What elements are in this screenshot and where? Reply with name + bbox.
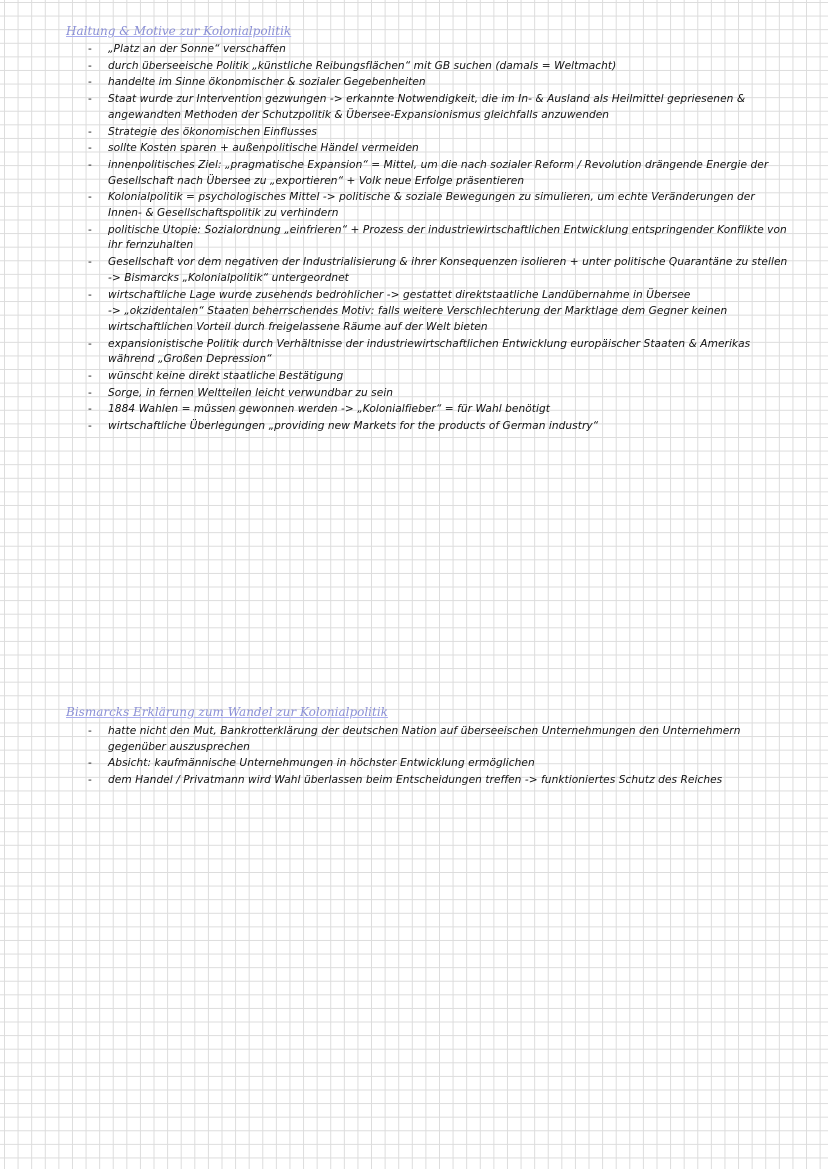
list-item-text: sollte Kosten sparen + außenpolitische Händel vermeiden bbox=[108, 142, 419, 155]
list-item bbox=[88, 773, 788, 789]
dash-bullet: - bbox=[88, 774, 92, 787]
section-heading-bismarck: Bismarcks Erklärung zum Wandel zur Kolonialpolitik bbox=[66, 705, 388, 719]
list-item bbox=[88, 223, 788, 254]
list-item bbox=[88, 419, 788, 435]
list-item bbox=[88, 42, 788, 58]
list-item bbox=[88, 337, 788, 368]
list-item-text: -> „okzidentalen“ Staaten beherrschendes Motiv: falls weitere Verschlechterung der Marktlage dem Gegner keinen wirtschaftlichen Vorteil durch freigelassene Räume auf der Welt bieten bbox=[108, 305, 728, 333]
dash-bullet: - bbox=[88, 725, 92, 737]
list-item-text: expansionistische Politik durch Verhältnisse der industriewirtschaftlichen Entwicklung europäischer Staaten & Amerikas während „Großen Depression“ bbox=[108, 337, 751, 366]
dash-bullet: - bbox=[88, 403, 92, 416]
list-item bbox=[88, 756, 788, 772]
list-item-text: dem Handel / Privatmann wird Wahl überlassen beim Entscheidungen treffen -> funktioniertes Schutz des Reiches bbox=[108, 774, 723, 787]
dash-bullet: - bbox=[88, 386, 92, 399]
list-item bbox=[88, 141, 788, 157]
list-item-text: Gesellschaft vor dem negativen der Industrialisierung & ihrer Konsequenzen isolieren + unter politische Quarantäne zu stellen -> Bismarcks „Kolonialpolitik“ untergeordnet bbox=[108, 256, 788, 284]
dash-bullet: - bbox=[88, 43, 92, 55]
dash-bullet: - bbox=[88, 76, 92, 89]
dash-bullet: - bbox=[88, 288, 92, 301]
dash-bullet: - bbox=[88, 223, 92, 236]
dash-bullet: - bbox=[88, 93, 92, 106]
section-heading-motives: Haltung & Motive zur Kolonialpolitik bbox=[66, 24, 292, 38]
dash-bullet: - bbox=[88, 142, 92, 155]
list-item-text: wirtschaftliche Lage wurde zusehends bedrohlicher -> gestattet direktstaatliche Landübernahme in Übersee bbox=[108, 288, 691, 301]
dash-bullet: - bbox=[88, 158, 92, 171]
list-item bbox=[88, 402, 788, 418]
dash-bullet: - bbox=[88, 370, 92, 383]
list-item bbox=[88, 288, 788, 304]
motives-list bbox=[88, 42, 788, 436]
list-item-text: Sorge, in fernen Weltteilen leicht verwundbar zu sein bbox=[108, 386, 394, 399]
dash-bullet: - bbox=[88, 757, 92, 770]
dash-bullet: - bbox=[88, 420, 92, 433]
dash-bullet: - bbox=[88, 256, 92, 269]
list-item-text: hatte nicht den Mut, Bankrotterklärung der deutschen Nation auf überseeischen Unternehmungen den Unternehmern gegenüber auszusprechen bbox=[108, 725, 741, 753]
list-item bbox=[88, 59, 788, 75]
list-item bbox=[88, 75, 788, 91]
list-item-text: Staat wurde zur Intervention gezwungen -> erkannte Notwendigkeit, die im In- & Ausland als Heilmittel gepriesenen & angewandten Methoden der Schutzpolitik & Übersee-Expansionismus gleichfalls anzuwenden bbox=[108, 93, 746, 121]
list-item bbox=[88, 255, 788, 286]
dash-bullet: - bbox=[88, 59, 92, 72]
list-item bbox=[88, 386, 788, 402]
list-item-text: Strategie des ökonomischen Einflusses bbox=[108, 125, 317, 138]
list-item-text: durch überseeische Politik „künstliche Reibungsflächen“ mit GB suchen (damals = Weltmacht) bbox=[108, 59, 617, 72]
list-item bbox=[88, 724, 788, 755]
dash-bullet: - bbox=[88, 125, 92, 138]
list-subitem bbox=[88, 304, 788, 335]
list-item bbox=[88, 369, 788, 385]
list-item-text: 1884 Wahlen = müssen gewonnen werden -> „Kolonialfieber“ = für Wahl benötigt bbox=[108, 403, 550, 416]
list-item-text: wirtschaftliche Überlegungen „providing new Markets for the products of German industry“ bbox=[108, 420, 599, 433]
list-item-text: handelte im Sinne ökonomischer & sozialer Gegebenheiten bbox=[108, 76, 426, 89]
list-item-text: innenpolitisches Ziel: „pragmatische Expansion“ = Mittel, um die nach sozialer Reform / Revolution drängende Energie der Gesellschaft nach Übersee zu „exportieren“ + Volk neue Erfolge präsentieren bbox=[108, 158, 769, 187]
list-item-text: Kolonialpolitik = psychologisches Mittel -> politische & soziale Bewegungen zu simulieren, um echte Veränderungen der Innen- & Gesellschaftspolitik zu verhindern bbox=[108, 191, 755, 220]
dash-bullet: - bbox=[88, 337, 92, 350]
list-item-text: „Platz an der Sonne“ verschaffen bbox=[108, 43, 286, 55]
bismarck-list bbox=[88, 724, 788, 790]
dash-bullet: - bbox=[88, 191, 92, 204]
list-item-text: wünscht keine direkt staatliche Bestätigung bbox=[108, 370, 344, 383]
list-item bbox=[88, 125, 788, 141]
list-item bbox=[88, 158, 788, 189]
list-item bbox=[88, 92, 788, 123]
list-item bbox=[88, 190, 788, 221]
list-item-text: politische Utopie: Sozialordnung „einfrieren“ + Prozess der industriewirtschaftlichen Entwicklung entspringender Konflikte von ihr fernzuhalten bbox=[108, 223, 787, 252]
list-item-text: Absicht: kaufmännische Unternehmungen in höchster Entwicklung ermöglichen bbox=[108, 757, 535, 770]
